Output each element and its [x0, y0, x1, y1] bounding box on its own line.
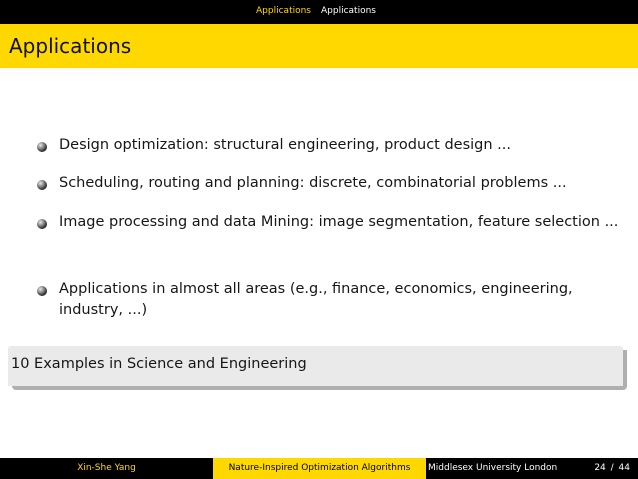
example-block [8, 346, 623, 386]
bullet-text: Scheduling, routing and planning: discrete, combinatorial problems ... [59, 175, 567, 191]
block-title-bar [8, 346, 623, 386]
footer-institute-segment [426, 458, 638, 479]
footer-author: Xin-She Yang [0, 458, 213, 479]
frame-title-bar [0, 24, 638, 68]
footer-institute: Middlesex University London [428, 463, 558, 473]
bullet-ball-icon [37, 286, 47, 296]
footer-page-number: 24 / 44 [594, 463, 630, 473]
bullet-ball-icon [37, 219, 47, 229]
bullet-ball-icon [37, 180, 47, 190]
bullet-ball-icon [37, 142, 47, 152]
frame-title: Applications [9, 34, 132, 58]
subsection-nav [319, 0, 638, 24]
footer-talk-title: Nature-Inspired Optimization Algorithms [213, 458, 426, 479]
block-title: 10 Examples in Science and Engineering [11, 356, 307, 372]
bullet-text: Image processing and data Mining: image segmentation, feature selection ... [59, 214, 619, 230]
bullet-text: Design optimization: structural engineering, product design ... [59, 137, 511, 153]
navigation-bar [0, 0, 638, 24]
nav-subsection-link[interactable]: Applications [321, 6, 376, 16]
footer-bar [0, 458, 638, 479]
bullet-text: Applications in almost all areas (e.g., finance, economics, engineering, industry, ...) [59, 281, 573, 318]
nav-section-link[interactable]: Applications [256, 6, 311, 16]
section-nav [0, 0, 319, 24]
